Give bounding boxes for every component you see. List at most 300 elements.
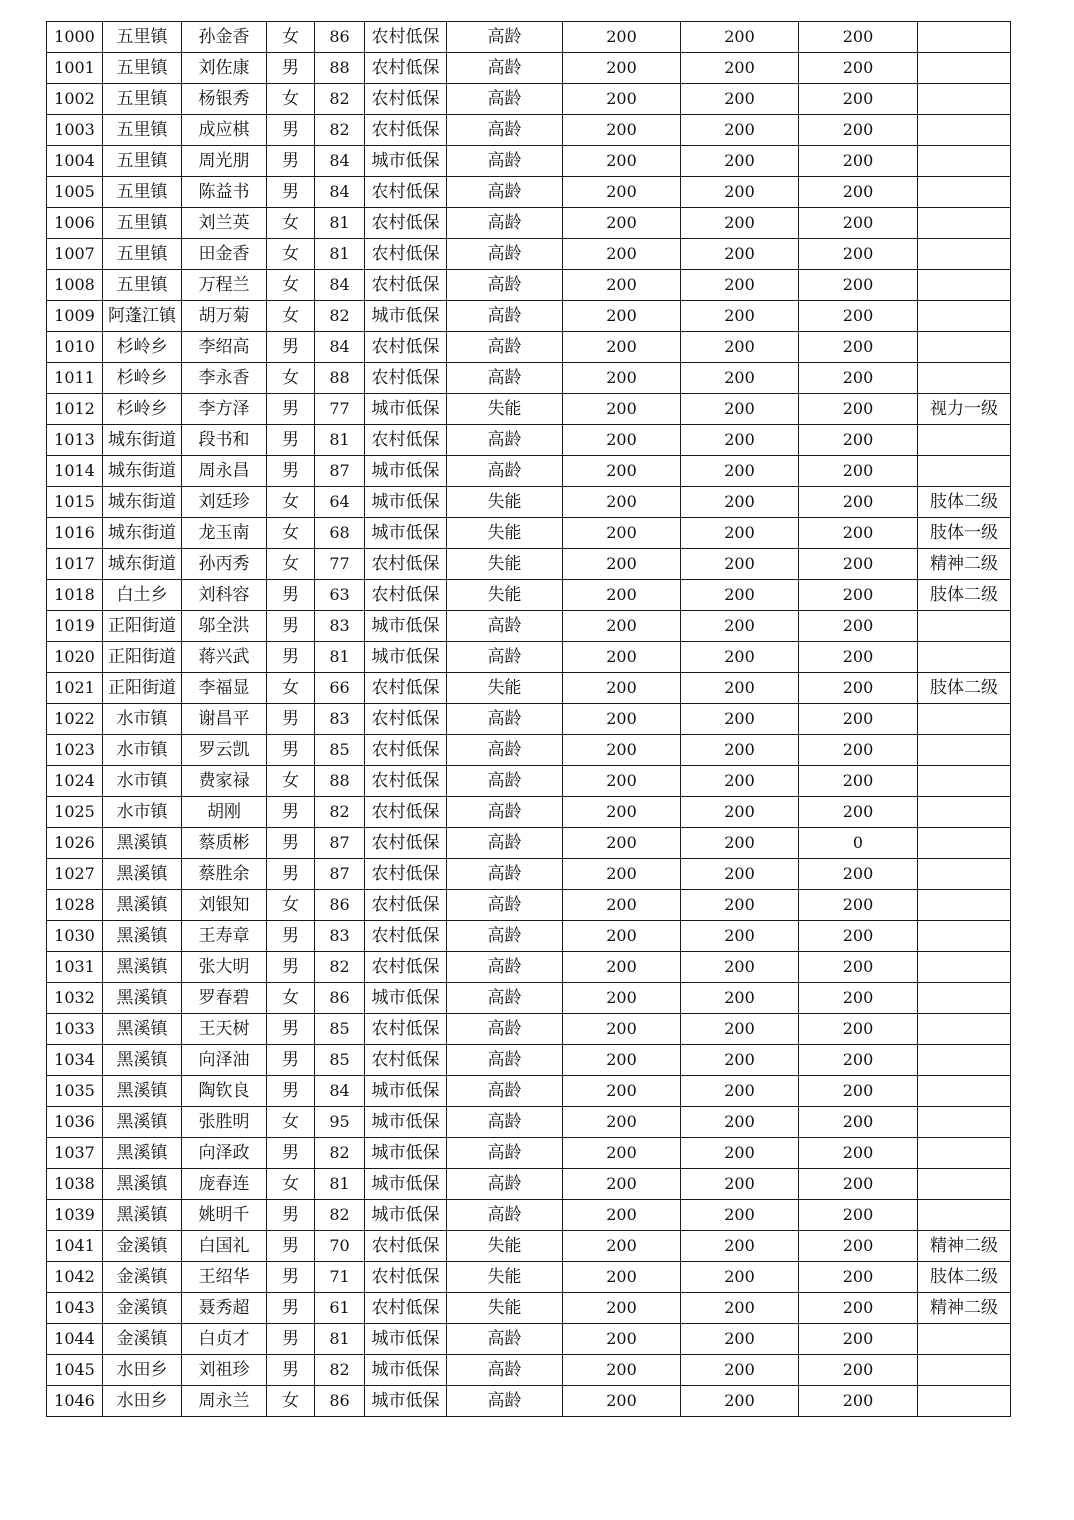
row-number-cell: 1004 xyxy=(47,146,103,177)
amount-3-cell: 200 xyxy=(799,1200,918,1231)
amount-3-cell: 200 xyxy=(799,1014,918,1045)
name-cell: 段书和 xyxy=(182,425,267,456)
subsidy-type-cell: 城市低保 xyxy=(365,1386,447,1417)
amount-1-cell: 200 xyxy=(563,952,681,983)
name-cell: 刘科容 xyxy=(182,580,267,611)
amount-3-cell: 200 xyxy=(799,1231,918,1262)
name-cell: 胡万菊 xyxy=(182,301,267,332)
amount-1-cell: 200 xyxy=(563,828,681,859)
age-cell: 83 xyxy=(315,611,365,642)
name-cell: 刘佐康 xyxy=(182,53,267,84)
disability-level-cell xyxy=(918,270,1011,301)
category-cell: 失能 xyxy=(447,487,563,518)
amount-1-cell: 200 xyxy=(563,1262,681,1293)
subsidy-type-cell: 城市低保 xyxy=(365,1076,447,1107)
name-cell: 张大明 xyxy=(182,952,267,983)
table-row xyxy=(47,115,1011,146)
subsidy-type-cell: 农村低保 xyxy=(365,22,447,53)
township-cell: 水市镇 xyxy=(103,704,182,735)
disability-level-cell: 肢体二级 xyxy=(918,673,1011,704)
row-number-cell: 1018 xyxy=(47,580,103,611)
row-number-cell: 1002 xyxy=(47,84,103,115)
township-cell: 黑溪镇 xyxy=(103,921,182,952)
disability-level-cell: 肢体二级 xyxy=(918,487,1011,518)
category-cell: 高龄 xyxy=(447,704,563,735)
row-number-cell: 1006 xyxy=(47,208,103,239)
amount-3-cell: 200 xyxy=(799,549,918,580)
name-cell: 龙玉南 xyxy=(182,518,267,549)
gender-cell: 男 xyxy=(267,394,315,425)
table-row xyxy=(47,1076,1011,1107)
amount-3-cell: 200 xyxy=(799,84,918,115)
table-row xyxy=(47,549,1011,580)
amount-2-cell: 200 xyxy=(681,673,799,704)
subsidy-type-cell: 农村低保 xyxy=(365,549,447,580)
gender-cell: 男 xyxy=(267,828,315,859)
amount-2-cell: 200 xyxy=(681,549,799,580)
name-cell: 杨银秀 xyxy=(182,84,267,115)
category-cell: 高龄 xyxy=(447,456,563,487)
subsidy-type-cell: 城市低保 xyxy=(365,301,447,332)
row-number-cell: 1046 xyxy=(47,1386,103,1417)
subsidy-type-cell: 农村低保 xyxy=(365,1231,447,1262)
township-cell: 黑溪镇 xyxy=(103,983,182,1014)
amount-2-cell: 200 xyxy=(681,332,799,363)
amount-1-cell: 200 xyxy=(563,1324,681,1355)
age-cell: 77 xyxy=(315,394,365,425)
amount-3-cell: 200 xyxy=(799,797,918,828)
name-cell: 田金香 xyxy=(182,239,267,270)
amount-2-cell: 200 xyxy=(681,1355,799,1386)
table-row xyxy=(47,983,1011,1014)
amount-3-cell: 200 xyxy=(799,1076,918,1107)
disability-level-cell xyxy=(918,1045,1011,1076)
amount-1-cell: 200 xyxy=(563,1200,681,1231)
amount-2-cell: 200 xyxy=(681,115,799,146)
category-cell: 失能 xyxy=(447,1262,563,1293)
amount-2-cell: 200 xyxy=(681,580,799,611)
amount-3-cell: 200 xyxy=(799,239,918,270)
age-cell: 82 xyxy=(315,84,365,115)
row-number-cell: 1032 xyxy=(47,983,103,1014)
amount-3-cell: 200 xyxy=(799,859,918,890)
table-row xyxy=(47,1169,1011,1200)
subsidy-type-cell: 城市低保 xyxy=(365,394,447,425)
category-cell: 高龄 xyxy=(447,797,563,828)
amount-3-cell: 200 xyxy=(799,146,918,177)
disability-level-cell xyxy=(918,859,1011,890)
table-row xyxy=(47,22,1011,53)
table-row xyxy=(47,921,1011,952)
township-cell: 金溪镇 xyxy=(103,1293,182,1324)
age-cell: 86 xyxy=(315,22,365,53)
disability-level-cell xyxy=(918,456,1011,487)
gender-cell: 男 xyxy=(267,952,315,983)
subsidy-type-cell: 农村低保 xyxy=(365,952,447,983)
subsidy-type-cell: 农村低保 xyxy=(365,766,447,797)
amount-3-cell: 200 xyxy=(799,1355,918,1386)
name-cell: 白国礼 xyxy=(182,1231,267,1262)
subsidy-type-cell: 城市低保 xyxy=(365,518,447,549)
gender-cell: 男 xyxy=(267,332,315,363)
name-cell: 胡刚 xyxy=(182,797,267,828)
amount-1-cell: 200 xyxy=(563,208,681,239)
amount-1-cell: 200 xyxy=(563,1231,681,1262)
gender-cell: 男 xyxy=(267,921,315,952)
amount-1-cell: 200 xyxy=(563,115,681,146)
category-cell: 高龄 xyxy=(447,301,563,332)
row-number-cell: 1042 xyxy=(47,1262,103,1293)
township-cell: 水田乡 xyxy=(103,1355,182,1386)
township-cell: 城东街道 xyxy=(103,487,182,518)
subsidy-type-cell: 农村低保 xyxy=(365,425,447,456)
gender-cell: 女 xyxy=(267,84,315,115)
gender-cell: 男 xyxy=(267,1355,315,1386)
age-cell: 87 xyxy=(315,456,365,487)
gender-cell: 男 xyxy=(267,1138,315,1169)
township-cell: 五里镇 xyxy=(103,22,182,53)
age-cell: 88 xyxy=(315,363,365,394)
amount-1-cell: 200 xyxy=(563,797,681,828)
township-cell: 黑溪镇 xyxy=(103,1169,182,1200)
amount-3-cell: 0 xyxy=(799,828,918,859)
amount-1-cell: 200 xyxy=(563,425,681,456)
table-body xyxy=(47,22,1011,1417)
subsidy-type-cell: 城市低保 xyxy=(365,1169,447,1200)
category-cell: 高龄 xyxy=(447,1076,563,1107)
category-cell: 高龄 xyxy=(447,735,563,766)
row-number-cell: 1031 xyxy=(47,952,103,983)
name-cell: 聂秀超 xyxy=(182,1293,267,1324)
row-number-cell: 1037 xyxy=(47,1138,103,1169)
amount-3-cell: 200 xyxy=(799,1293,918,1324)
disability-level-cell: 肢体二级 xyxy=(918,1262,1011,1293)
amount-3-cell: 200 xyxy=(799,983,918,1014)
amount-1-cell: 200 xyxy=(563,549,681,580)
category-cell: 高龄 xyxy=(447,1386,563,1417)
amount-2-cell: 200 xyxy=(681,859,799,890)
name-cell: 张胜明 xyxy=(182,1107,267,1138)
table-row xyxy=(47,1231,1011,1262)
table-row xyxy=(47,890,1011,921)
gender-cell: 男 xyxy=(267,1014,315,1045)
amount-3-cell: 200 xyxy=(799,952,918,983)
name-cell: 刘祖珍 xyxy=(182,1355,267,1386)
township-cell: 城东街道 xyxy=(103,456,182,487)
subsidy-type-cell: 农村低保 xyxy=(365,239,447,270)
township-cell: 黑溪镇 xyxy=(103,1014,182,1045)
township-cell: 黑溪镇 xyxy=(103,1076,182,1107)
amount-2-cell: 200 xyxy=(681,642,799,673)
disability-level-cell xyxy=(918,797,1011,828)
gender-cell: 女 xyxy=(267,983,315,1014)
table-row xyxy=(47,332,1011,363)
disability-level-cell xyxy=(918,301,1011,332)
row-number-cell: 1041 xyxy=(47,1231,103,1262)
row-number-cell: 1024 xyxy=(47,766,103,797)
gender-cell: 女 xyxy=(267,1107,315,1138)
table-row xyxy=(47,518,1011,549)
name-cell: 李永香 xyxy=(182,363,267,394)
row-number-cell: 1026 xyxy=(47,828,103,859)
amount-2-cell: 200 xyxy=(681,1231,799,1262)
amount-2-cell: 200 xyxy=(681,487,799,518)
category-cell: 高龄 xyxy=(447,1324,563,1355)
amount-1-cell: 200 xyxy=(563,673,681,704)
amount-2-cell: 200 xyxy=(681,828,799,859)
table-row xyxy=(47,1262,1011,1293)
amount-2-cell: 200 xyxy=(681,890,799,921)
disability-level-cell xyxy=(918,735,1011,766)
disability-level-cell: 精神二级 xyxy=(918,1293,1011,1324)
gender-cell: 男 xyxy=(267,53,315,84)
township-cell: 五里镇 xyxy=(103,53,182,84)
row-number-cell: 1013 xyxy=(47,425,103,456)
amount-2-cell: 200 xyxy=(681,177,799,208)
table-row xyxy=(47,704,1011,735)
gender-cell: 男 xyxy=(267,1262,315,1293)
gender-cell: 男 xyxy=(267,735,315,766)
amount-2-cell: 200 xyxy=(681,1014,799,1045)
row-number-cell: 1036 xyxy=(47,1107,103,1138)
table-row xyxy=(47,177,1011,208)
row-number-cell: 1034 xyxy=(47,1045,103,1076)
gender-cell: 男 xyxy=(267,115,315,146)
table-row xyxy=(47,611,1011,642)
row-number-cell: 1033 xyxy=(47,1014,103,1045)
amount-3-cell: 200 xyxy=(799,673,918,704)
name-cell: 万程兰 xyxy=(182,270,267,301)
row-number-cell: 1028 xyxy=(47,890,103,921)
amount-1-cell: 200 xyxy=(563,1045,681,1076)
amount-1-cell: 200 xyxy=(563,1386,681,1417)
amount-2-cell: 200 xyxy=(681,518,799,549)
amount-2-cell: 200 xyxy=(681,394,799,425)
age-cell: 83 xyxy=(315,704,365,735)
row-number-cell: 1035 xyxy=(47,1076,103,1107)
subsidy-type-cell: 城市低保 xyxy=(365,146,447,177)
gender-cell: 男 xyxy=(267,1200,315,1231)
amount-2-cell: 200 xyxy=(681,766,799,797)
gender-cell: 女 xyxy=(267,487,315,518)
category-cell: 失能 xyxy=(447,673,563,704)
township-cell: 城东街道 xyxy=(103,518,182,549)
amount-3-cell: 200 xyxy=(799,456,918,487)
subsidy-type-cell: 农村低保 xyxy=(365,332,447,363)
amount-3-cell: 200 xyxy=(799,332,918,363)
disability-level-cell xyxy=(918,53,1011,84)
township-cell: 杉岭乡 xyxy=(103,363,182,394)
township-cell: 城东街道 xyxy=(103,549,182,580)
row-number-cell: 1027 xyxy=(47,859,103,890)
category-cell: 高龄 xyxy=(447,828,563,859)
age-cell: 82 xyxy=(315,952,365,983)
age-cell: 84 xyxy=(315,332,365,363)
township-cell: 五里镇 xyxy=(103,115,182,146)
gender-cell: 男 xyxy=(267,1045,315,1076)
age-cell: 85 xyxy=(315,1014,365,1045)
township-cell: 金溪镇 xyxy=(103,1262,182,1293)
name-cell: 周光朋 xyxy=(182,146,267,177)
category-cell: 高龄 xyxy=(447,363,563,394)
amount-2-cell: 200 xyxy=(681,1262,799,1293)
subsidy-type-cell: 农村低保 xyxy=(365,363,447,394)
disability-level-cell xyxy=(918,115,1011,146)
township-cell: 五里镇 xyxy=(103,84,182,115)
row-number-cell: 1010 xyxy=(47,332,103,363)
subsidy-type-cell: 农村低保 xyxy=(365,84,447,115)
name-cell: 李绍高 xyxy=(182,332,267,363)
category-cell: 失能 xyxy=(447,394,563,425)
amount-2-cell: 200 xyxy=(681,921,799,952)
category-cell: 高龄 xyxy=(447,177,563,208)
amount-3-cell: 200 xyxy=(799,611,918,642)
row-number-cell: 1039 xyxy=(47,1200,103,1231)
table-row xyxy=(47,53,1011,84)
age-cell: 86 xyxy=(315,1386,365,1417)
amount-3-cell: 200 xyxy=(799,704,918,735)
amount-1-cell: 200 xyxy=(563,518,681,549)
amount-1-cell: 200 xyxy=(563,642,681,673)
category-cell: 高龄 xyxy=(447,983,563,1014)
amount-1-cell: 200 xyxy=(563,735,681,766)
amount-1-cell: 200 xyxy=(563,859,681,890)
township-cell: 黑溪镇 xyxy=(103,1138,182,1169)
amount-1-cell: 200 xyxy=(563,301,681,332)
name-cell: 周永兰 xyxy=(182,1386,267,1417)
age-cell: 82 xyxy=(315,301,365,332)
amount-1-cell: 200 xyxy=(563,177,681,208)
gender-cell: 女 xyxy=(267,518,315,549)
amount-3-cell: 200 xyxy=(799,1262,918,1293)
township-cell: 黑溪镇 xyxy=(103,1200,182,1231)
table-row xyxy=(47,1107,1011,1138)
age-cell: 68 xyxy=(315,518,365,549)
amount-2-cell: 200 xyxy=(681,53,799,84)
subsidy-type-cell: 农村低保 xyxy=(365,1014,447,1045)
amount-1-cell: 200 xyxy=(563,456,681,487)
amount-1-cell: 200 xyxy=(563,363,681,394)
age-cell: 84 xyxy=(315,146,365,177)
amount-3-cell: 200 xyxy=(799,518,918,549)
row-number-cell: 1022 xyxy=(47,704,103,735)
amount-2-cell: 200 xyxy=(681,1076,799,1107)
table-row xyxy=(47,239,1011,270)
subsidy-type-cell: 城市低保 xyxy=(365,1355,447,1386)
name-cell: 李方泽 xyxy=(182,394,267,425)
table-row xyxy=(47,766,1011,797)
amount-1-cell: 200 xyxy=(563,1107,681,1138)
township-cell: 水市镇 xyxy=(103,797,182,828)
name-cell: 向泽政 xyxy=(182,1138,267,1169)
name-cell: 罗春碧 xyxy=(182,983,267,1014)
age-cell: 81 xyxy=(315,425,365,456)
disability-level-cell xyxy=(918,1169,1011,1200)
gender-cell: 男 xyxy=(267,146,315,177)
category-cell: 高龄 xyxy=(447,1045,563,1076)
age-cell: 87 xyxy=(315,828,365,859)
amount-1-cell: 200 xyxy=(563,1138,681,1169)
amount-3-cell: 200 xyxy=(799,1169,918,1200)
age-cell: 87 xyxy=(315,859,365,890)
table-row xyxy=(47,394,1011,425)
category-cell: 失能 xyxy=(447,518,563,549)
disability-level-cell xyxy=(918,704,1011,735)
gender-cell: 女 xyxy=(267,270,315,301)
gender-cell: 男 xyxy=(267,797,315,828)
amount-3-cell: 200 xyxy=(799,177,918,208)
table-row xyxy=(47,642,1011,673)
amount-1-cell: 200 xyxy=(563,983,681,1014)
age-cell: 66 xyxy=(315,673,365,704)
name-cell: 刘银知 xyxy=(182,890,267,921)
table-row xyxy=(47,952,1011,983)
amount-3-cell: 200 xyxy=(799,1386,918,1417)
row-number-cell: 1016 xyxy=(47,518,103,549)
township-cell: 五里镇 xyxy=(103,270,182,301)
amount-1-cell: 200 xyxy=(563,611,681,642)
table-row xyxy=(47,797,1011,828)
township-cell: 杉岭乡 xyxy=(103,394,182,425)
name-cell: 姚明千 xyxy=(182,1200,267,1231)
age-cell: 82 xyxy=(315,1355,365,1386)
amount-3-cell: 200 xyxy=(799,921,918,952)
subsidy-type-cell: 农村低保 xyxy=(365,735,447,766)
category-cell: 高龄 xyxy=(447,425,563,456)
gender-cell: 女 xyxy=(267,766,315,797)
township-cell: 黑溪镇 xyxy=(103,1107,182,1138)
township-cell: 金溪镇 xyxy=(103,1324,182,1355)
row-number-cell: 1045 xyxy=(47,1355,103,1386)
age-cell: 81 xyxy=(315,239,365,270)
age-cell: 82 xyxy=(315,115,365,146)
category-cell: 高龄 xyxy=(447,1138,563,1169)
township-cell: 正阳街道 xyxy=(103,642,182,673)
row-number-cell: 1014 xyxy=(47,456,103,487)
category-cell: 高龄 xyxy=(447,146,563,177)
subsidy-type-cell: 农村低保 xyxy=(365,797,447,828)
gender-cell: 女 xyxy=(267,1386,315,1417)
row-number-cell: 1038 xyxy=(47,1169,103,1200)
category-cell: 高龄 xyxy=(447,642,563,673)
disability-level-cell: 肢体一级 xyxy=(918,518,1011,549)
category-cell: 高龄 xyxy=(447,1107,563,1138)
row-number-cell: 1044 xyxy=(47,1324,103,1355)
amount-3-cell: 200 xyxy=(799,580,918,611)
name-cell: 孙金香 xyxy=(182,22,267,53)
amount-2-cell: 200 xyxy=(681,1200,799,1231)
disability-level-cell xyxy=(918,766,1011,797)
amount-1-cell: 200 xyxy=(563,146,681,177)
age-cell: 86 xyxy=(315,983,365,1014)
table-row xyxy=(47,1293,1011,1324)
name-cell: 成应棋 xyxy=(182,115,267,146)
disability-level-cell: 肢体二级 xyxy=(918,580,1011,611)
subsidy-type-cell: 城市低保 xyxy=(365,642,447,673)
subsidy-type-cell: 农村低保 xyxy=(365,921,447,952)
amount-3-cell: 200 xyxy=(799,766,918,797)
amount-3-cell: 200 xyxy=(799,363,918,394)
disability-level-cell xyxy=(918,611,1011,642)
subsidy-type-cell: 农村低保 xyxy=(365,828,447,859)
amount-3-cell: 200 xyxy=(799,394,918,425)
amount-1-cell: 200 xyxy=(563,239,681,270)
table-row xyxy=(47,425,1011,456)
category-cell: 失能 xyxy=(447,580,563,611)
name-cell: 蔡胜余 xyxy=(182,859,267,890)
name-cell: 李福显 xyxy=(182,673,267,704)
table-row xyxy=(47,487,1011,518)
